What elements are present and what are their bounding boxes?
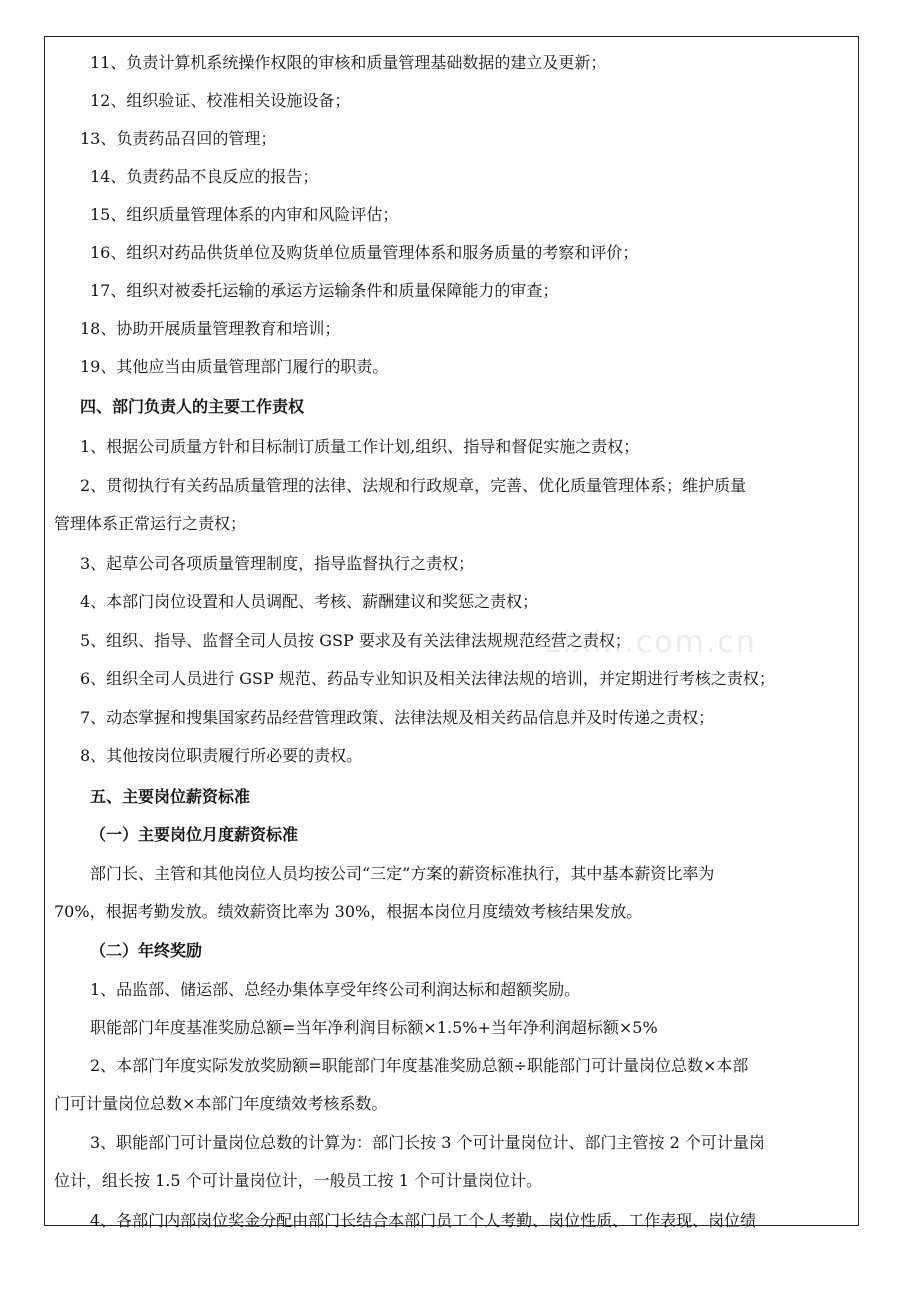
paragraph: 4、本部门岗位设置和人员调配、考核、薪酬建议和奖惩之责权； [80, 592, 539, 611]
list-item: 12、组织验证、校准相关设施设备； [90, 91, 351, 110]
paragraph-continuation: 70%，根据考勤发放。绩效薪资比率为 30%，根据本岗位月度绩效考核结果发放。 [54, 902, 643, 921]
watermark: zixin.com.cn [545, 625, 757, 660]
paragraph: 部门长、主管和其他岗位人员均按公司“三定”方案的薪资标准执行，其中基本薪资比率为 [90, 864, 715, 883]
list-item: 18、协助开展质量管理教育和培训； [80, 319, 341, 338]
list-item: 14、负责药品不良反应的报告； [90, 167, 319, 186]
section-heading: 五、主要岗位薪资标准 [90, 787, 251, 806]
paragraph: 5、组织、指导、监督全司人员按 GSP 要求及有关法律法规规范经营之责权； [80, 631, 631, 650]
paragraph-continuation: 管理体系正常运行之责权； [54, 514, 247, 533]
list-item: 15、组织质量管理体系的内审和风险评估； [90, 205, 399, 224]
paragraph: 1、根据公司质量方针和目标制订质量工作计划,组织、指导和督促实施之责权； [80, 437, 640, 456]
list-item: 19、其他应当由质量管理部门履行的职责。 [80, 357, 389, 376]
paragraph-continuation: 位计，组长按 1.5 个可计量岗位计，一般员工按 1 个可计量岗位计。 [54, 1171, 542, 1190]
paragraph: 4、各部门内部岗位奖金分配由部门长结合本部门员工个人考勤、岗位性质、工作表现、岗位绩 [90, 1211, 757, 1230]
list-item: 11、负责计算机系统操作权限的审核和质量管理基础数据的建立及更新； [90, 53, 607, 72]
section-heading: 四、部门负责人的主要工作责权 [80, 397, 305, 416]
list-item: 13、负责药品召回的管理； [80, 129, 277, 148]
subsection-heading: （二）年终奖励 [90, 941, 203, 960]
paragraph: 8、其他按岗位职责履行所必要的责权。 [80, 746, 363, 765]
paragraph: 2、本部门年度实际发放奖励额=职能部门年度基准奖励总额÷职能部门可计量岗位总数×本部 [90, 1056, 749, 1075]
paragraph: 3、职能部门可计量岗位总数的计算为：部门长按 3 个可计量岗位计、部门主管按 2 个可计量岗 [90, 1133, 765, 1152]
list-item: 16、组织对药品供货单位及购货单位质量管理体系和服务质量的考察和评价； [90, 243, 639, 262]
formula: 职能部门年度基准奖励总额=当年净利润目标额×1.5%+当年净利润超标额×5% [90, 1018, 658, 1037]
paragraph: 2、贯彻执行有关药品质量管理的法律、法规和行政规章，完善、优化质量管理体系；维护质量 [80, 476, 747, 495]
paragraph: 7、动态掌握和搜集国家药品经营管理政策、法律法规及相关药品信息并及时传递之责权； [80, 708, 715, 727]
paragraph: 1、品监部、储运部、总经办集体享受年终公司利润达标和超额奖励。 [90, 980, 581, 999]
paragraph: 3、起草公司各项质量管理制度，指导监督执行之责权； [80, 554, 475, 573]
subsection-heading: （一）主要岗位月度薪资标准 [90, 825, 299, 844]
paragraph: 6、组织全司人员进行 GSP 规范、药品专业知识及相关法律法规的培训，并定期进行考核之责权； [80, 669, 775, 688]
list-item: 17、组织对被委托运输的承运方运输条件和质量保障能力的审查； [90, 281, 559, 300]
paragraph-continuation: 门可计量岗位总数×本部门年度绩效考核系数。 [54, 1094, 388, 1113]
